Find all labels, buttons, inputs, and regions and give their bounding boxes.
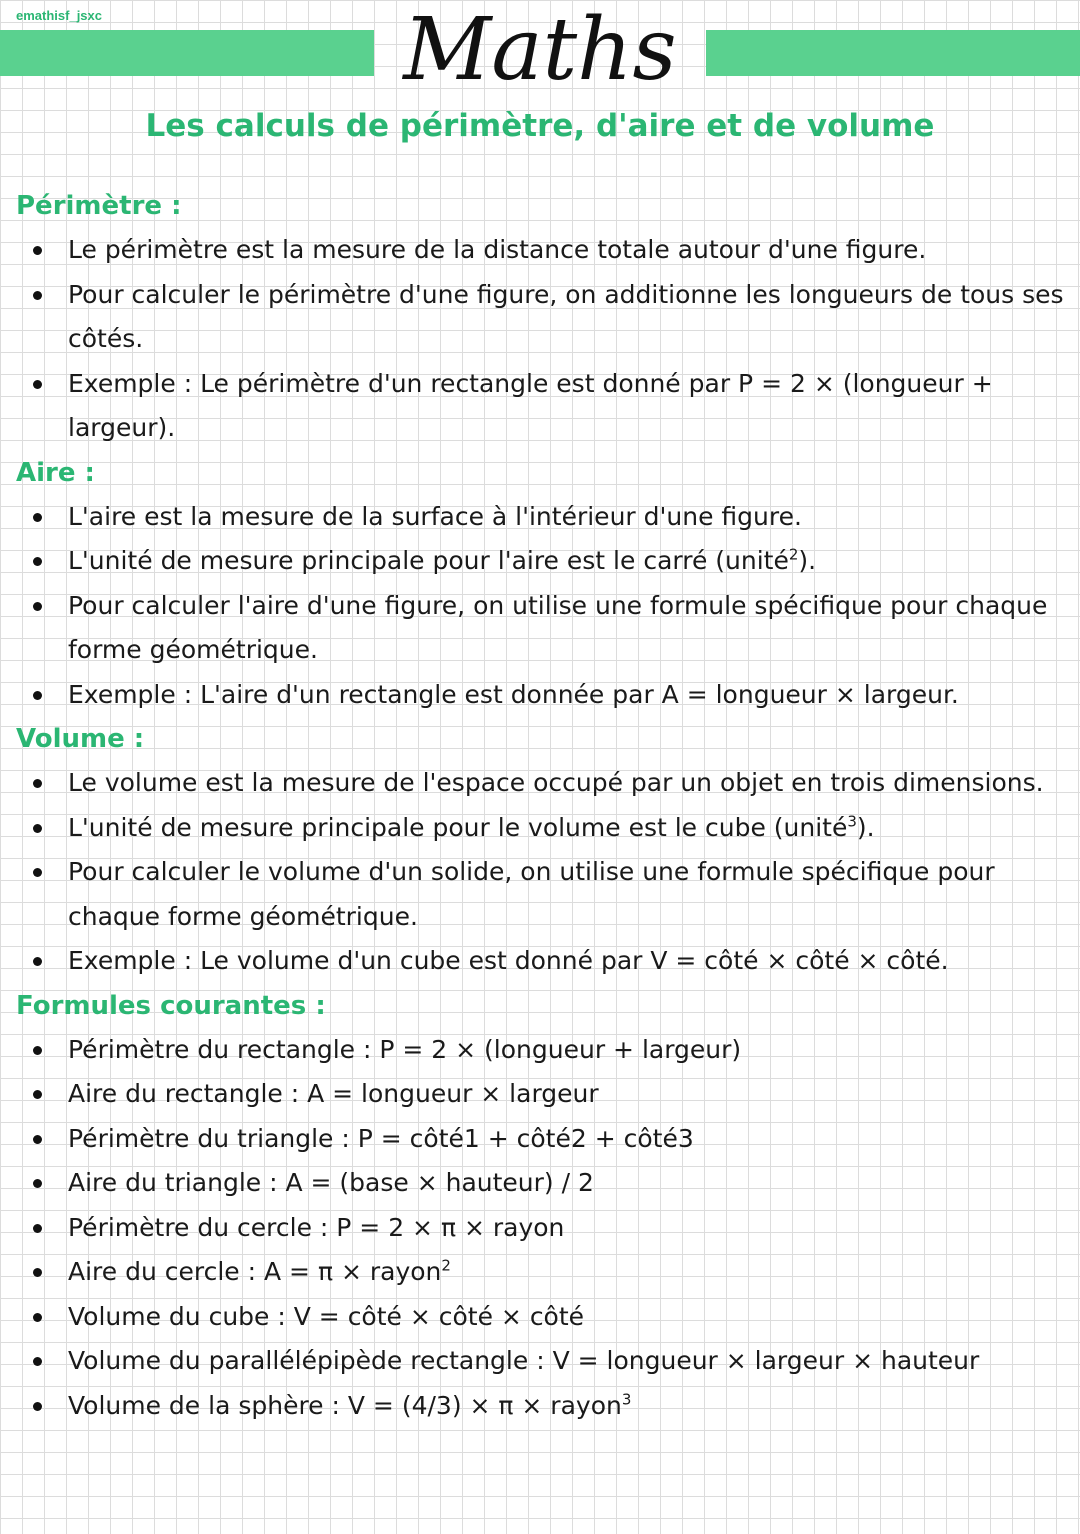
list-item	[16, 1117, 1066, 1162]
list-item-text: L'unité de mesure principale pour l'aire est le carré (unité	[68, 546, 789, 575]
list-item-text: L'unité de mesure principale pour le volume est le cube (unité	[68, 812, 848, 842]
list-item	[16, 761, 1066, 806]
list-item-text: Exemple : Le périmètre d'un rectangle est donné par P = 2 × (longueur + largeur).	[68, 368, 993, 442]
list-item-text: Le volume est la mesure de l'espace occupé par un objet en trois dimensions.	[68, 768, 1044, 797]
exponent: 2	[788, 545, 799, 564]
list-item	[16, 1161, 1066, 1206]
list-item-text: Volume de la sphère : V = (4/3) × π × rayon	[68, 1390, 622, 1420]
list-item-text: Volume du cube : V = côté × côté × côté	[68, 1301, 585, 1331]
list-item-text: Pour calculer l'aire d'une figure, on utilise une formule spécifique pour chaque forme géométrique.	[68, 590, 1048, 664]
list-item	[16, 362, 1066, 451]
list-item	[16, 1295, 1066, 1340]
notes-content	[16, 184, 1066, 1428]
section-heading: Périmètre :	[16, 191, 182, 221]
bullet-list	[16, 761, 1066, 984]
list-item-text: Le périmètre est la mesure de la distance totale autour d'une figure.	[68, 235, 927, 264]
bullet-list	[16, 228, 1066, 451]
list-item-text: L'aire est la mesure de la surface à l'intérieur d'une figure.	[68, 501, 802, 531]
list-item	[16, 1028, 1066, 1073]
list-item-text: Exemple : Le volume d'un cube est donné par V = côté × côté × côté.	[68, 946, 949, 975]
list-item-text-end: ).	[856, 812, 875, 842]
exponent: 2	[441, 1256, 451, 1275]
list-item-text: Périmètre du triangle : P = côté1 + côté2 + côté3	[68, 1123, 694, 1153]
list-item	[16, 1250, 1066, 1295]
bullet-list	[16, 495, 1066, 718]
list-item	[16, 939, 1066, 984]
list-item	[16, 1072, 1066, 1117]
page-subtitle: Les calculs de périmètre, d'aire et de volume	[145, 108, 935, 144]
list-item	[16, 1384, 1066, 1429]
list-item	[16, 850, 1066, 939]
list-item-text: Aire du rectangle : A = longueur × largeur	[68, 1079, 599, 1108]
list-item-text: Périmètre du cercle : P = 2 × π × rayon	[68, 1212, 565, 1242]
list-item-text: Périmètre du rectangle : P = 2 × (longueur + largeur)	[68, 1034, 742, 1064]
list-item-text: Volume du parallélépipède rectangle : V = longueur × largeur × hauteur	[68, 1346, 980, 1375]
section-heading: Formules courantes :	[16, 990, 326, 1021]
section-heading: Aire :	[16, 457, 95, 488]
list-item-text: Exemple : L'aire d'un rectangle est donnée par A = longueur × largeur.	[68, 679, 959, 709]
list-item	[16, 806, 1066, 851]
list-item	[16, 539, 1066, 584]
list-item	[16, 273, 1066, 362]
list-item	[16, 228, 1066, 273]
list-item-text: Aire du cercle : A = π × rayon	[68, 1257, 442, 1286]
list-item	[16, 673, 1066, 718]
section-heading: Volume :	[16, 724, 145, 754]
list-item	[16, 1206, 1066, 1251]
bullet-list	[16, 1028, 1066, 1429]
list-item-text: Pour calculer le volume d'un solide, on utilise une formule spécifique pour chaque forme géométrique.	[68, 857, 995, 931]
list-item	[16, 584, 1066, 673]
list-item	[16, 495, 1066, 540]
list-item	[16, 1339, 1066, 1384]
list-item-text: Aire du triangle : A = (base × hauteur) / 2	[68, 1168, 594, 1197]
exponent: 3	[621, 1390, 632, 1409]
list-item-text: Pour calculer le périmètre d'une figure, on additionne les longueurs de tous ses côtés.	[68, 279, 1064, 353]
exponent: 3	[847, 812, 857, 831]
watermark: emathisf_jsxc	[16, 8, 102, 23]
list-item-text-end: ).	[798, 546, 817, 575]
page-title: Maths	[403, 0, 677, 100]
